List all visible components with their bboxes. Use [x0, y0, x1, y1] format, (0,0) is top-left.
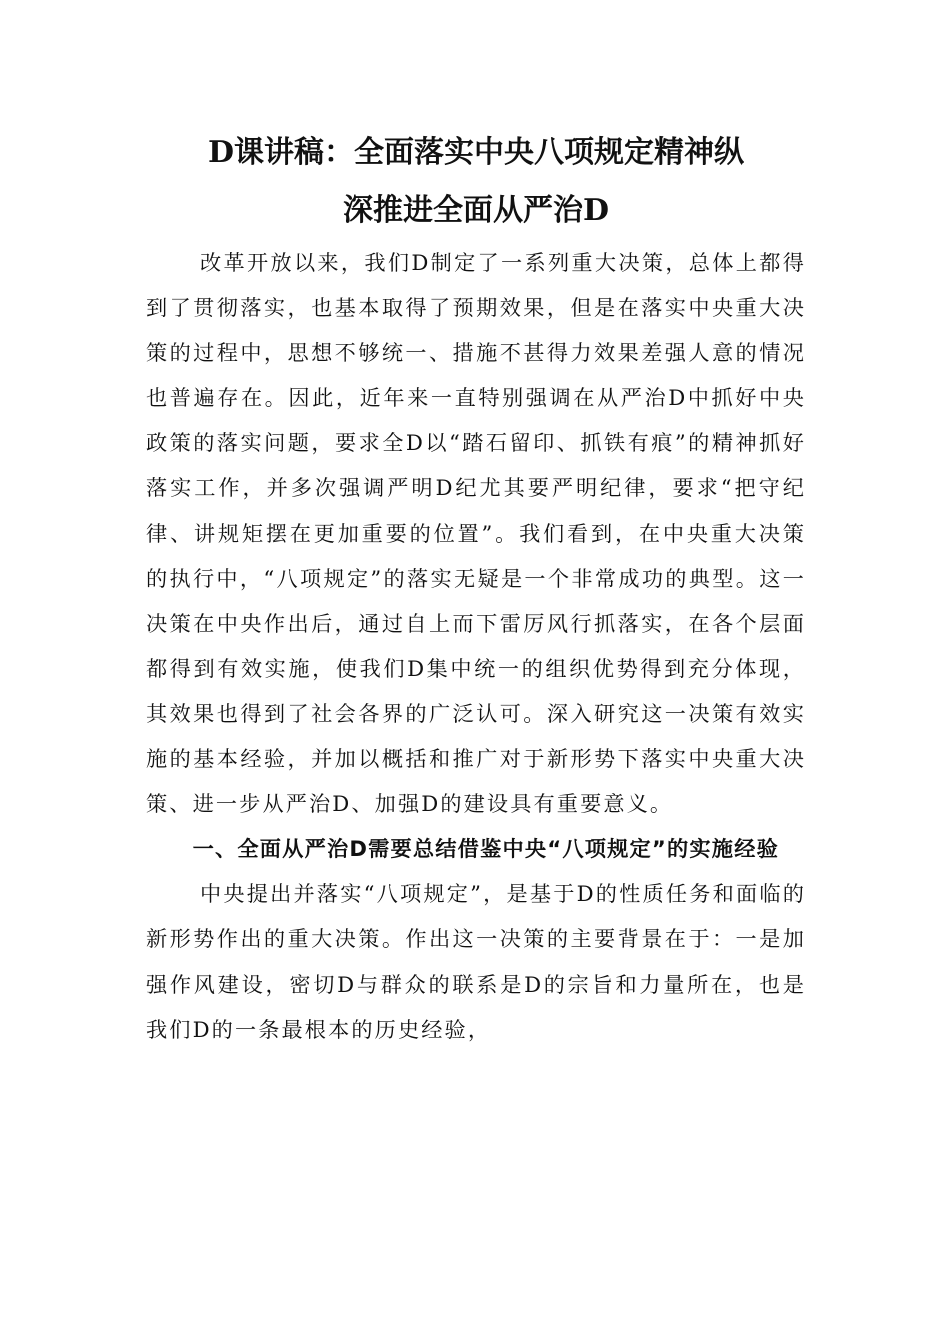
- document-body: [146, 124, 806, 1052]
- body-paragraph-2: 中央提出并落实“八项规定”，是基于D的性质任务和面临的新形势作出的重大决策。作出这一决策的主要背景在于：一是加强作风建设，密切D与群众的联系是D的宗旨和力量所在，也是我们D的一条最根本的历史经验，: [146, 881, 806, 1042]
- title-line-2: 深推进全面从严治D: [342, 193, 609, 228]
- body-paragraph-1: 改革开放以来，我们D制定了一系列重大决策，总体上都得到了贯彻落实，也基本取得了预期效果，但是在落实中央重大决策的过程中，思想不够统一、措施不甚得力效果差强人意的情况也普遍存在。因此，近年来一直特别强调在从严治D中抓好中央政策的落实问题，要求全D以“踏石留印、抓铁有痕”的精神抓好落实工作，并多次强调严明D纪尤其要严明纪律，要求“把守纪律、讲规矩摆在更加重要的位置”。我们看到，在中央重大决策的执行中，“八项规定”的落实无疑是一个非常成功的典型。这一决策在中央作出后，通过自上而下雷厉风行抓落实，在各个层面都得到有效实施，使我们D集中统一的组织优势得到充分体现，其效果也得到了社会各界的广泛认可。深入研究这一决策有效实施的基本经验，并加以概括和推广对于新形势下落实中央重大决策、进一步从严治D、加强D的建设具有重要意义。: [146, 250, 806, 817]
- title-line-1: D课讲稿：全面落实中央八项规定精神纵: [207, 135, 744, 170]
- section-heading-1: 一、全面从严治D需要总结借鉴中央“八项规定”的实施经验: [192, 836, 779, 862]
- document-title: [146, 124, 806, 240]
